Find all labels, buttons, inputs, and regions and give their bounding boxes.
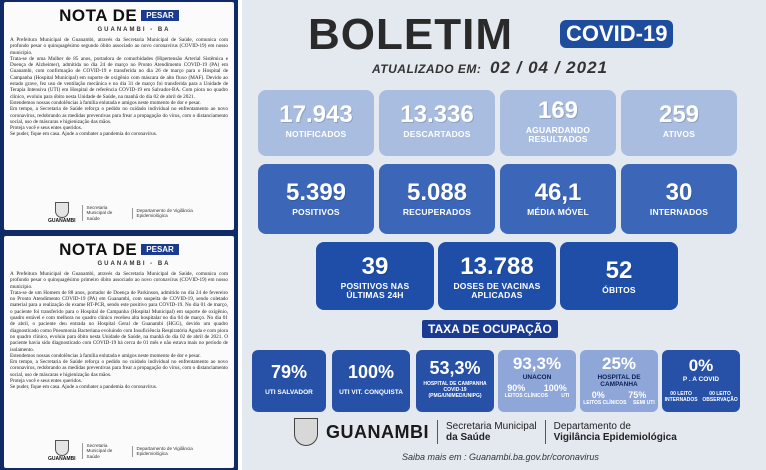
stat-label: DOSES DE VACINAS APLICADAS xyxy=(453,281,541,300)
stat-card-internados xyxy=(621,164,737,234)
stat-value: 30 xyxy=(665,179,693,206)
stat-card-ativos xyxy=(621,90,737,156)
occupancy-value: 100% xyxy=(347,362,395,382)
note-footer xyxy=(48,202,194,224)
stat-label: ÓBITOS xyxy=(602,285,636,295)
note-paragraph: Proteja você e seus entes queridos. xyxy=(10,378,83,385)
note-logo xyxy=(48,440,76,462)
occupancy-a-label: 00 LEITO INTERNADOS xyxy=(664,391,698,403)
note-paragraph: Estendemos nossas condolências à família enlutada e amigos neste momento de dor e pesar. xyxy=(10,99,201,106)
stat-value: 39 xyxy=(361,253,389,280)
note-footer-city: GUANAMBI xyxy=(48,218,76,224)
occupancy-title: TAXA DE OCUPAÇÃO xyxy=(422,320,558,338)
occupancy-value: 79% xyxy=(270,362,308,382)
crest-icon xyxy=(55,202,69,218)
stat-label: ATIVOS xyxy=(662,129,696,139)
note-paragraph: Proteja você e seus entes queridos. xyxy=(10,125,83,132)
note-footer-dep: Departamento de Vigilância Epidemiológica xyxy=(132,446,194,457)
note-city: GUANAMBI - BA xyxy=(97,261,171,267)
note-logo xyxy=(48,202,76,224)
note-paragraph: Trata-se de uma Mulher de 85 anos, portadora de comorbidades (Hipertensão Arterial Sistêmica e Doença de Alzheimer), admitida no dia 24 de março no Pronto Atendimento COVID-19 (PA) em Guanambi, com confirmação de COVID-19 e transferida no dia 26 de março para o Hospital de Campanha (Hospital Municipal) em suporte de oxigênio com máscara de alto fluxo (MAF). Devido ao estado grave, fez uso de ventilação mecânica e no dia 31 de março foi transferida para a Unidade de Terapia Intensiva (UTI) em Hospital de referência COVID-19 em Salvador-BA. Com piora no quadro clínico, evoluiu para óbito nesta Unidade de Saúde, na manhã do dia 02 de abril de 2021. xyxy=(10,55,228,100)
stat-value: 52 xyxy=(605,257,633,284)
obituary-note-2 xyxy=(4,236,234,468)
occupancy-split-labels xyxy=(498,393,576,399)
bulletin-panel xyxy=(242,0,766,470)
occupancy-b: 100% xyxy=(543,383,567,393)
footer-divider xyxy=(545,420,546,444)
occupancy-hospital-campanha xyxy=(416,350,494,412)
occupancy-sub: HOSPITAL DE CAMPANHA xyxy=(597,374,641,388)
note-paragraph: Em tempo, a Secretaria de Saúde reforça o pedido no cuidado individual no enfrentamento ao novo coronavírus, redobrando as medidas preventivas para frear a propagação do vírus, com o distanciamento social, uso de máscaras e higienização das mãos. xyxy=(10,106,228,125)
footer-city: GUANAMBI xyxy=(326,421,429,442)
occupancy-split-labels xyxy=(662,391,740,403)
footer-sec-line1: Secretaria Municipal xyxy=(446,421,537,432)
stat-label: INTERNADOS xyxy=(649,207,709,217)
stat-label: RECUPERADOS xyxy=(402,207,472,217)
bulletin-title: BOLETIM xyxy=(308,10,513,59)
footer-dep-line2: Vigilância Epidemiológica xyxy=(553,432,677,443)
note-body xyxy=(10,271,228,391)
stat-value: 17.943 xyxy=(279,101,353,128)
occupancy-a: 90% xyxy=(507,383,526,393)
stat-value: 13.788 xyxy=(460,253,534,280)
crest-icon xyxy=(294,418,318,446)
occupancy-a-label: LEITOS CLÍNICOS xyxy=(504,393,548,399)
stat-card-obitos xyxy=(560,242,678,310)
stat-value: 259 xyxy=(658,101,700,128)
stat-card-descartados xyxy=(379,90,495,156)
occupancy-a-label: LEITOS CLÍNICOS xyxy=(583,400,627,406)
occupancy-split xyxy=(580,390,658,400)
occupancy-split xyxy=(498,383,576,393)
footer-sec-line2: da Saúde xyxy=(446,432,491,443)
footer-departamento xyxy=(554,421,677,443)
crest-icon xyxy=(55,440,69,456)
stat-value: 169 xyxy=(537,97,579,124)
occupancy-sub: UNACON xyxy=(522,374,552,381)
note-tag: PESAR xyxy=(141,244,179,255)
left-panel xyxy=(0,0,238,470)
covid-badge: COVID-19 xyxy=(560,20,673,48)
occupancy-split-labels xyxy=(580,400,658,406)
note-paragraph: Trata-se de um Homem de 88 anos, portador de Doença de Parkinson, admitido no dia 24 de fevereiro no Pronto Atendimento COVID-19 (PA) em Guanambi, com suspeita de COVID-19, sendo coletado material para a realização do exame RT-PCR, sendo este positivo para COVID-19. No dia 01 de março, o paciente foi transferido para o Hospital de Campanha (Hospital Municipal) em suporte de oxigênio, quadro estável e com melhora no quadro clínico recebeu alta hospitalar no dia 04 de março. No dia 01 de abril, o paciente deu entrada no Hospital Geral de Guanambi (HGG), devido um quadro diagnosticado como Pneumonia Bacteriana evoluindo com Insuficiência Respiratória Aguda e com piora no quadro clínico, evoluiu para óbito nesta Unidade de Saúde, na manhã do dia 02 de abril de 2021. O paciente havia sido diagnosticado com COVID-19 há cerca de 01 mês e não estava mais no período de isolamento. xyxy=(10,289,228,353)
footer-divider xyxy=(437,420,438,444)
occupancy-campanha-split xyxy=(580,350,658,412)
footer-dep-line1: Departamento de xyxy=(553,421,631,432)
stat-value: 13.336 xyxy=(400,101,474,128)
note-tag: PESAR xyxy=(141,10,179,21)
note-footer-sec: Secretaria Municipal de Saúde xyxy=(82,443,126,460)
note-city: GUANAMBI - BA xyxy=(97,27,171,33)
note-body xyxy=(10,37,228,138)
stat-label: AGUARDANDO RESULTADOS xyxy=(525,125,591,144)
note-footer xyxy=(48,440,194,462)
occupancy-label: HOSPITAL DE CAMPANHA COVID-19 (PMG/UNIMED/UNIPG) xyxy=(423,381,487,399)
occupancy-label: UTI VIT. CONQUISTA xyxy=(339,389,403,396)
obituary-note-1 xyxy=(4,2,234,230)
note-footer-city: GUANAMBI xyxy=(48,456,76,462)
occupancy-label: UTI SALVADOR xyxy=(265,389,313,396)
note-header xyxy=(10,240,228,260)
stat-card-aguardando xyxy=(500,90,616,156)
occupancy-value: 25% xyxy=(601,354,637,373)
stat-label: POSITIVOS NAS ÚLTIMAS 24H xyxy=(340,281,410,300)
occupancy-value: 93,3% xyxy=(512,354,562,373)
stat-label: POSITIVOS xyxy=(292,207,340,217)
occupancy-b-label: UTI xyxy=(561,393,570,399)
stat-card-vacinas xyxy=(438,242,556,310)
updated-label: ATUALIZADO EM: xyxy=(372,62,482,76)
note-paragraph: Se puder, fique em casa. Ajude a combater a pandemia do coronavírus. xyxy=(10,384,158,391)
occupancy-pa-covid xyxy=(662,350,740,412)
note-footer-sec: Secretaria Municipal de Saúde xyxy=(82,205,126,222)
stat-label: MÉDIA MÓVEL xyxy=(527,207,589,217)
stat-card-media-movel xyxy=(500,164,616,234)
occupancy-uti-salvador xyxy=(252,350,326,412)
stat-card-positivos xyxy=(258,164,374,234)
note-paragraph: Se puder, fique em casa. Ajude a combater a pandemia do coronavírus. xyxy=(10,131,158,138)
note-title: NOTA DE xyxy=(59,240,138,259)
stat-value: 5.088 xyxy=(406,179,468,206)
note-header xyxy=(10,6,228,26)
occupancy-uti-conquista xyxy=(332,350,410,412)
more-info-link[interactable]: Saiba mais em : Guanambi.ba.gov.br/coronavirus xyxy=(402,452,599,462)
occupancy-b-label: 00 LEITO OBSERVAÇÃO xyxy=(702,391,738,403)
occupancy-value: 53,3% xyxy=(429,358,481,378)
updated-date: 02 / 04 / 2021 xyxy=(490,58,608,77)
occupancy-b: 75% xyxy=(628,390,647,400)
occupancy-unacon xyxy=(498,350,576,412)
occupancy-b-label: SEMI UTI xyxy=(633,400,655,406)
stat-label: NOTIFICADOS xyxy=(285,129,347,139)
occupancy-value: 0% xyxy=(688,356,714,375)
stat-label: DESCARTADOS xyxy=(403,129,471,139)
stat-value: 46,1 xyxy=(534,179,582,206)
stat-value: 5.399 xyxy=(285,179,347,206)
stat-card-notificados xyxy=(258,90,374,156)
bulletin-footer xyxy=(294,418,677,446)
occupancy-sub: P . A COVID xyxy=(682,376,720,383)
note-title: NOTA DE xyxy=(59,6,138,25)
note-paragraph: Estendemos nossas condolências à família enlutada e amigos neste momento de dor e pesar. xyxy=(10,352,201,359)
stat-card-recuperados xyxy=(379,164,495,234)
note-paragraph: A Prefeitura Municipal de Guanambi, através da Secretaria Municipal de Saúde, comunica com profundo pesar o quinquagésimo segundo óbito associado ao novo coronavírus (COVID-19) em nosso município. xyxy=(10,37,228,56)
note-paragraph: Em tempo, a Secretaria de Saúde reforça o pedido no cuidado individual no enfrentamento ao novo coronavírus, redobrando as medidas preventivas para frear a propagação do vírus, com o distanciamento social, uso de máscaras e higienização das mãos. xyxy=(10,359,228,378)
occupancy-a: 0% xyxy=(591,390,605,400)
stat-card-24h xyxy=(316,242,434,310)
note-footer-dep: Departamento de Vigilância Epidemiológica xyxy=(132,208,194,219)
footer-secretaria xyxy=(446,421,537,443)
note-paragraph: A Prefeitura Municipal de Guanambi, através da Secretaria Municipal de Saúde, comunica com profundo pesar o quinquagésimo primeiro óbito associado ao novo coronavírus (COVID-19) em nosso município. xyxy=(10,271,228,290)
